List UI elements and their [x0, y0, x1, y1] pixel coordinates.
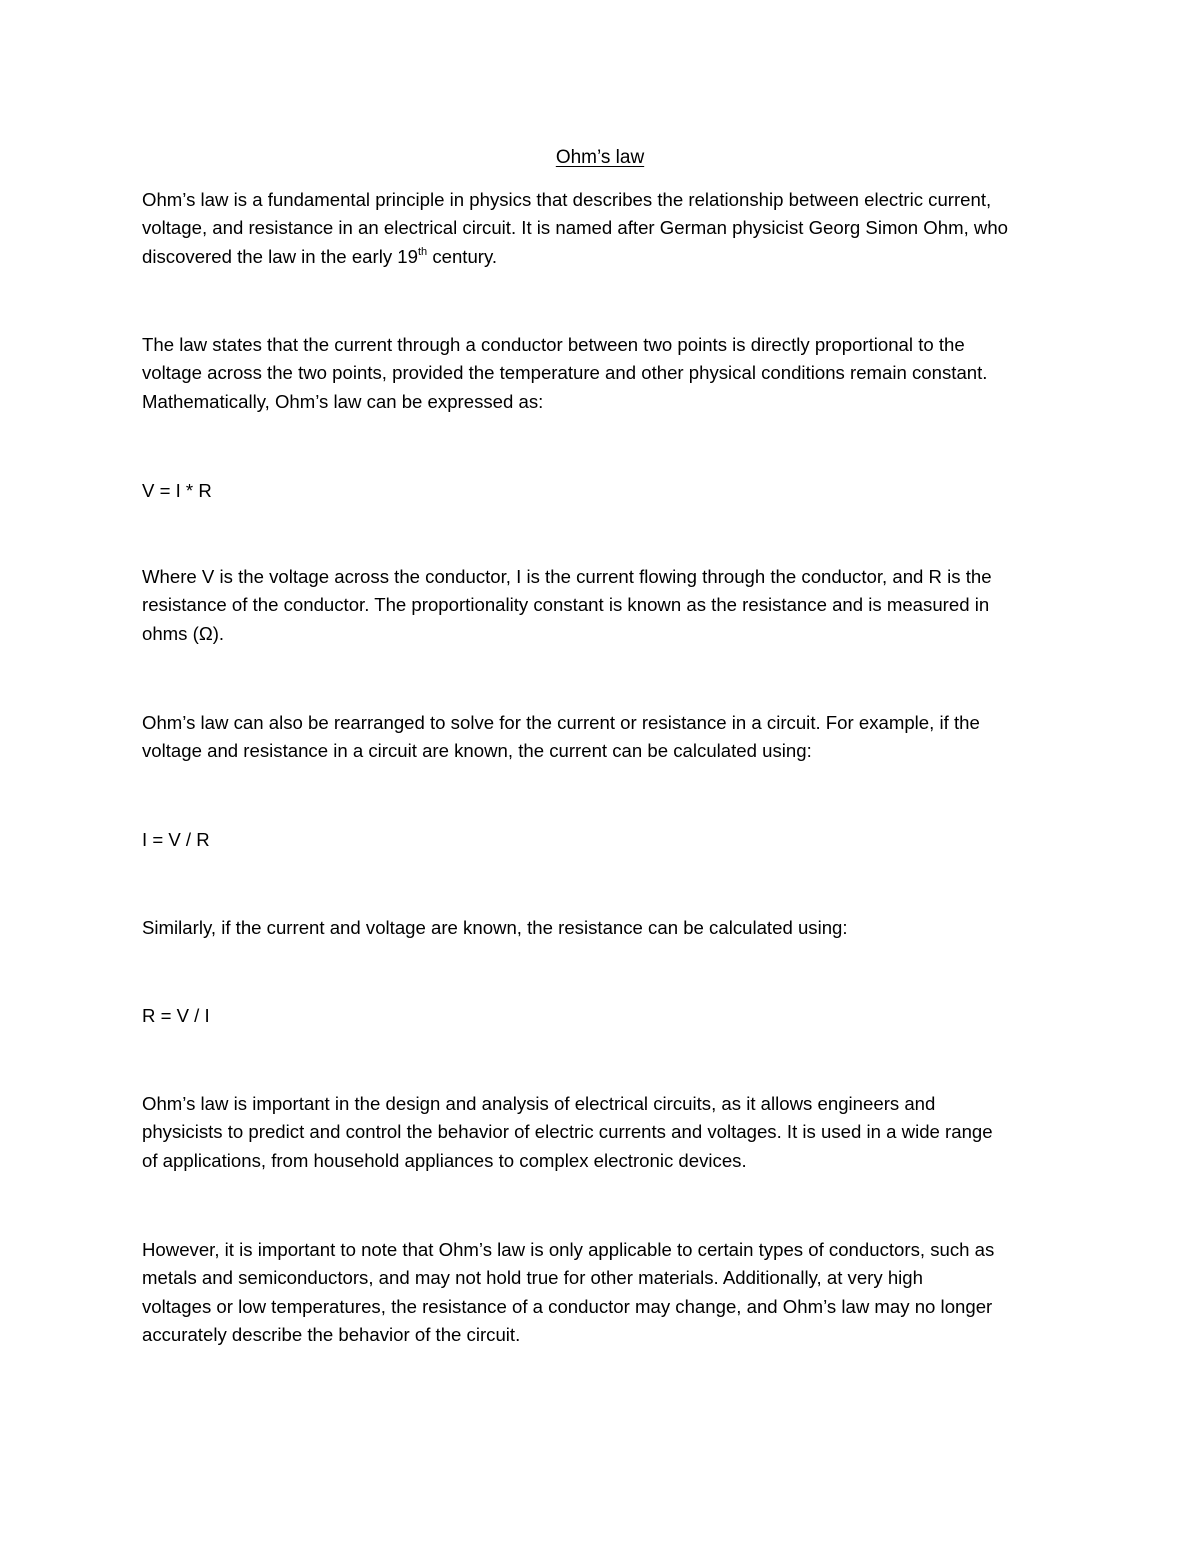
superscript: th	[417, 245, 428, 258]
paragraph-line	[142, 243, 1062, 271]
paragraph-line: Similarly, if the current and voltage are known, the resistance can be calculated using:	[142, 917, 848, 938]
paragraph-importance	[142, 1090, 1062, 1175]
paragraph-definitions	[142, 563, 1062, 648]
paragraph-line: voltages or low temperatures, the resistance of a conductor may change, and Ohm’s law may no longer	[142, 1295, 993, 1317]
document-title: Ohm’s law	[555, 147, 645, 168]
paragraph-line: metals and semiconductors, and may not hold true for other materials. Additionally, at very high	[142, 1267, 923, 1289]
paragraph-limitations	[142, 1236, 1062, 1350]
paragraph-rearranged	[142, 709, 1062, 766]
paragraph-line: accurately describe the behavior of the circuit.	[142, 1324, 521, 1346]
paragraph-line: resistance of the conductor. The proportionality constant is known as the resistance and is measured in	[142, 594, 990, 616]
paragraph-line: of applications, from household appliances to complex electronic devices.	[142, 1149, 747, 1171]
paragraph-line: ohms (Ω).	[142, 622, 225, 644]
paragraph-line: Ohm’s law is important in the design and analysis of electrical circuits, as it allows engineers and	[142, 1093, 936, 1114]
paragraph-line: physicists to predict and control the behavior of electric currents and voltages. It is used in a wide range	[142, 1121, 993, 1143]
paragraph-line: Ohm’s law is a fundamental principle in physics that describes the relationship between electric current,	[142, 189, 992, 210]
paragraph-similarly	[142, 914, 1062, 942]
equation-voltage: V = I * R	[142, 480, 212, 501]
paragraph-intro	[142, 186, 1062, 271]
equation-current: I = V / R	[142, 829, 210, 850]
paragraph-line: Ohm’s law can also be rearranged to solve for the current or resistance in a circuit. For example, if the	[142, 712, 980, 733]
paragraph-line: Where V is the voltage across the conductor, I is the current flowing through the conductor, and R is the	[142, 566, 992, 587]
paragraph-line: voltage across the two points, provided the temperature and other physical conditions remain constant.	[142, 362, 988, 384]
paragraph-line: voltage, and resistance in an electrical circuit. It is named after German physicist Georg Simon Ohm, who	[142, 217, 1009, 239]
paragraph-line: The law states that the current through a conductor between two points is directly proportional to the	[142, 334, 965, 355]
paragraph-line: However, it is important to note that Ohm’s law is only applicable to certain types of conductors, such as	[142, 1239, 995, 1260]
line-text: discovered the law in the early 19	[142, 245, 418, 267]
paragraph-line: voltage and resistance in a circuit are known, the current can be calculated using:	[142, 740, 812, 762]
paragraph-law-statement	[142, 331, 1062, 416]
line-text: century.	[427, 245, 498, 267]
paragraph-line: Mathematically, Ohm’s law can be expressed as:	[142, 390, 544, 412]
equation-resistance: R = V / I	[142, 1005, 210, 1026]
